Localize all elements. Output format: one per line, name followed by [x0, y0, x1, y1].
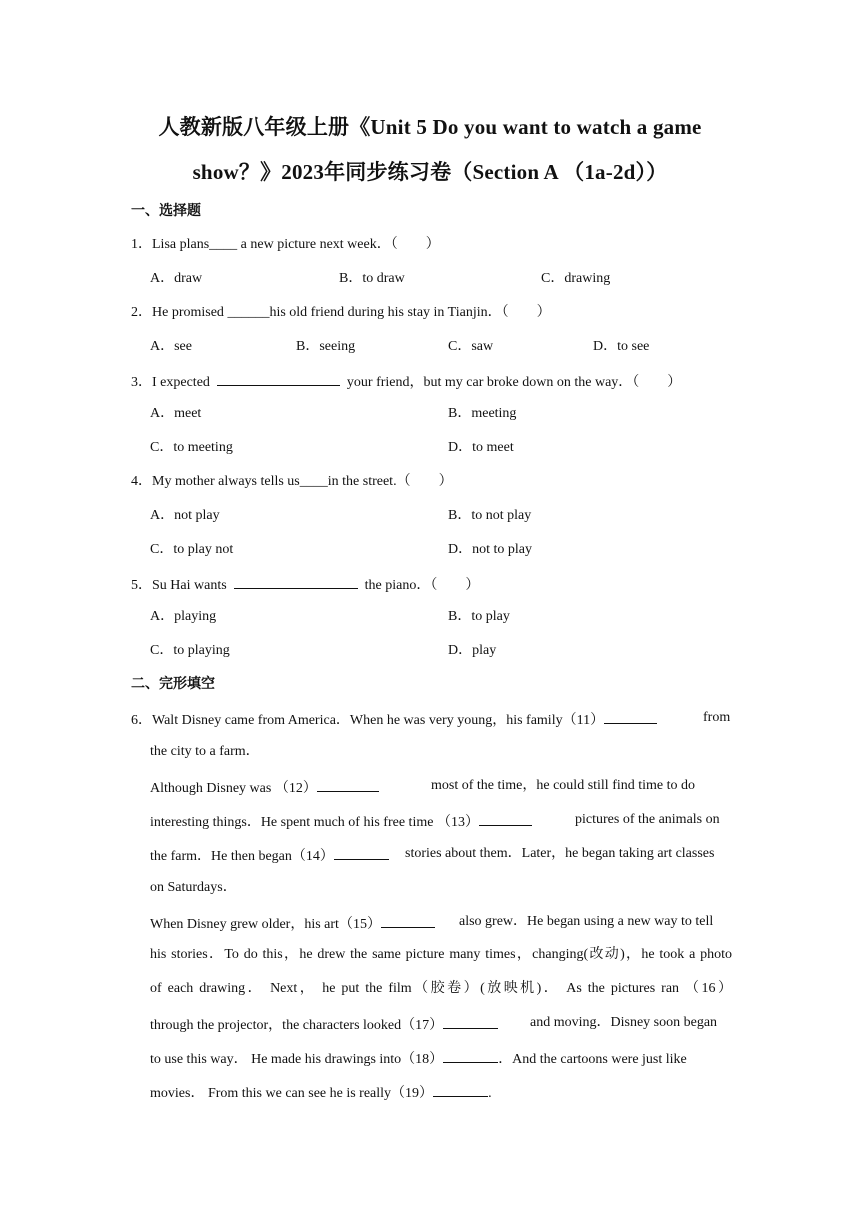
question-5: 5．Su Hai wants the piano．（ ）: [131, 578, 480, 593]
cloze-line-1-end: from: [703, 710, 731, 725]
cloze-line-3-end: most of the time，he could still find time to do: [431, 778, 696, 793]
q1-option-c[interactable]: C．drawing: [541, 271, 611, 286]
cloze-line-5: the farm．He then began（14）: [150, 847, 389, 864]
answer-blank-12: [317, 779, 379, 792]
cloze-line-9: of each drawing． Next， he put the film（胶卷）(放映机)． As the pictures ran （16）: [150, 981, 732, 996]
q5-option-d[interactable]: D．play: [448, 643, 497, 658]
q3-option-b[interactable]: B．meeting: [448, 406, 517, 421]
q5-option-a[interactable]: A．playing: [150, 609, 217, 624]
cloze-line-4-end: pictures of the animals on: [575, 812, 720, 827]
cloze-line-6: on Saturdays．: [150, 880, 237, 895]
answer-blank-17: [443, 1016, 498, 1029]
cloze-line-10-end: and moving．Disney soon began: [530, 1015, 718, 1030]
q4-option-c[interactable]: C．to play not: [150, 542, 234, 557]
q2-option-a[interactable]: A．see: [150, 339, 192, 354]
q2-option-d[interactable]: D．to see: [593, 339, 650, 354]
cloze-line-1: 6．Walt Disney came from America．When he was very young，his family（11）: [131, 711, 657, 728]
q4-option-a[interactable]: A．not play: [150, 508, 220, 523]
cloze-line-11: to use this way． He made his drawings into（18） ．And the cartoons were just like: [150, 1052, 687, 1067]
cloze-line-7-end: also grew．He began using a new way to tell: [459, 914, 714, 929]
section-heading-choice: 一、选择题: [131, 204, 201, 219]
answer-blank-14: [334, 847, 389, 860]
answer-blank-11: [604, 711, 657, 724]
q1-option-b[interactable]: B．to draw: [339, 271, 405, 286]
answer-blank: [234, 576, 358, 589]
q5-option-c[interactable]: C．to playing: [150, 643, 230, 658]
question-1: 1．Lisa plans____ a new picture next week．（ ）: [131, 237, 440, 252]
cloze-line-8: his stories．To do this，he drew the same picture many times，changing(改动)，he took a photo: [150, 947, 732, 962]
q3-option-c[interactable]: C．to meeting: [150, 440, 233, 455]
answer-blank: [217, 373, 340, 386]
q2-option-c[interactable]: C．saw: [448, 339, 494, 354]
answer-blank-15: [381, 915, 435, 928]
q5-option-b[interactable]: B．to play: [448, 609, 510, 624]
cloze-line-7: When Disney grew older，his art（15）: [150, 915, 435, 932]
question-3: 3．I expected your friend，but my car broke down on the way．（ ）: [131, 375, 682, 390]
section-heading-cloze: 二、完形填空: [131, 677, 215, 692]
q3-option-a[interactable]: A．meet: [150, 406, 202, 421]
cloze-line-3: Although Disney was （12）: [150, 779, 379, 796]
question-2: 2．He promised ______his old friend during his stay in Tianjin．（ ）: [131, 305, 551, 320]
q4-option-b[interactable]: B．to not play: [448, 508, 532, 523]
document-title-line-1: 人教新版八年级上册《Unit 5 Do you want to watch a game: [158, 115, 702, 139]
q1-option-a[interactable]: A．draw: [150, 271, 203, 286]
answer-blank-18: [443, 1050, 498, 1063]
cloze-line-10: through the projector，the characters looked（17）: [150, 1016, 498, 1033]
cloze-line-5-end: stories about them．Later，he began taking art classes: [405, 846, 715, 861]
q4-option-d[interactable]: D．not to play: [448, 542, 532, 557]
answer-blank-13: [479, 813, 532, 826]
cloze-line-2: the city to a farm．: [150, 744, 260, 759]
answer-blank-19: [433, 1084, 488, 1097]
cloze-line-12: movies． From this we can see he is really（19） .: [150, 1086, 492, 1101]
cloze-line-4: interesting things．He spent much of his free time （13）: [150, 813, 532, 830]
question-4: 4．My mother always tells us____in the street.（ ）: [131, 474, 453, 489]
document-title-line-2: show？》2023年同步练习卷（Section A （1a-2d））: [192, 160, 668, 184]
q2-option-b[interactable]: B．seeing: [296, 339, 356, 354]
q3-option-d[interactable]: D．to meet: [448, 440, 514, 455]
